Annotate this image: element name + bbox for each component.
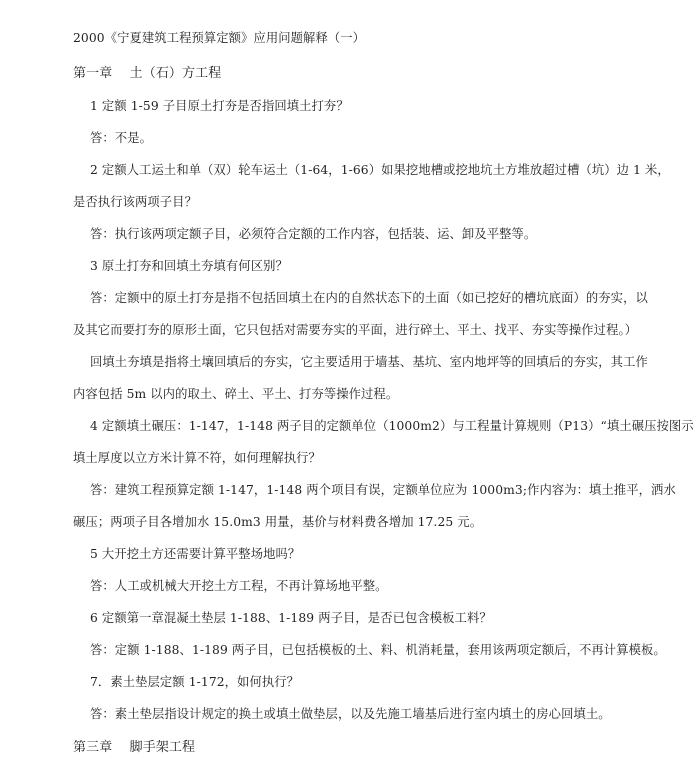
question-text: 6 定额第一章混凝土垫层 1-188、1-189 两子目，是否已包含模板工料？	[90, 611, 492, 625]
answer-text: 答：建筑工程预算定额 1-147，1-148 两个项目有误，定额单位应为 1000m3;作内容为：填土推平，洒水	[90, 483, 676, 497]
answer-text-continued: 及其它而要打夯的原形土面，它只包括对需要夯实的平面，进行碎土、平土、找平、夯实等操作过程。）	[73, 323, 638, 337]
chapter-heading: 第三章 脚手架工程	[73, 740, 196, 755]
question-text: 7．素土垫层定额 1-172，如何执行？	[90, 675, 300, 689]
answer-text-continued: 内容包括 5m 以内的取土、碎土、平土、打夯等操作过程。	[73, 387, 399, 401]
question-text: 1 定额 1-59 子目原土打夯是否指回填土打夯？	[90, 99, 349, 113]
answer-text: 答：不是。	[90, 131, 152, 145]
question-text: 4 定额填土碾压：1-147，1-148 两子目的定额单位（1000m2）与工程量计算规则（P13）“填土碾压按图示	[90, 419, 694, 433]
chapter-heading: 第一章 土（石）方工程	[73, 66, 222, 81]
answer-text: 答：执行该两项定额子目，必须符合定额的工作内容，包括装、运、卸及平整等。	[90, 227, 537, 241]
question-text: 2 定额人工运土和单（双）轮车运土（1-64，1-66）如果挖地槽或挖地坑土方堆放超过槽（坑）边 1 米，	[90, 163, 670, 177]
answer-text: 答：定额中的原土打夯是指不包括回填土在内的自然状态下的土面（如已挖好的槽坑底面）的夯实，以	[90, 291, 648, 305]
answer-text: 答：人工或机械大开挖土方工程，不再计算场地平整。	[90, 579, 388, 593]
question-text-continued: 填土厚度以立方米计算不符，如何理解执行？	[73, 451, 321, 465]
question-text-continued: 是否执行该两项子目？	[73, 195, 197, 209]
question-text: 3 原土打夯和回填土夯填有何区别？	[90, 259, 288, 273]
answer-paragraph: 回填土夯填是指将土壤回填后的夯实，它主要适用于墙基、基坑、室内地坪等的回填后的夯实，其工作	[90, 355, 648, 369]
answer-text-continued: 碾压；两项子目各增加水 15.0m3 用量，基价与材料费各增加 17.25 元。	[73, 515, 483, 529]
answer-text: 答：定额 1-188、1-189 两子目，已包括模板的土、料、机消耗量，套用该两项定额后，不再计算模板。	[90, 643, 666, 657]
document-title: 2000《宁夏建筑工程预算定额》应用问题解释（一）	[73, 31, 366, 45]
question-text: 5 大开挖土方还需要计算平整场地吗？	[90, 547, 301, 561]
answer-text: 答：素土垫层指设计规定的换土或填土做垫层，以及先施工墙基后进行室内填土的房心回填土。	[90, 707, 611, 721]
